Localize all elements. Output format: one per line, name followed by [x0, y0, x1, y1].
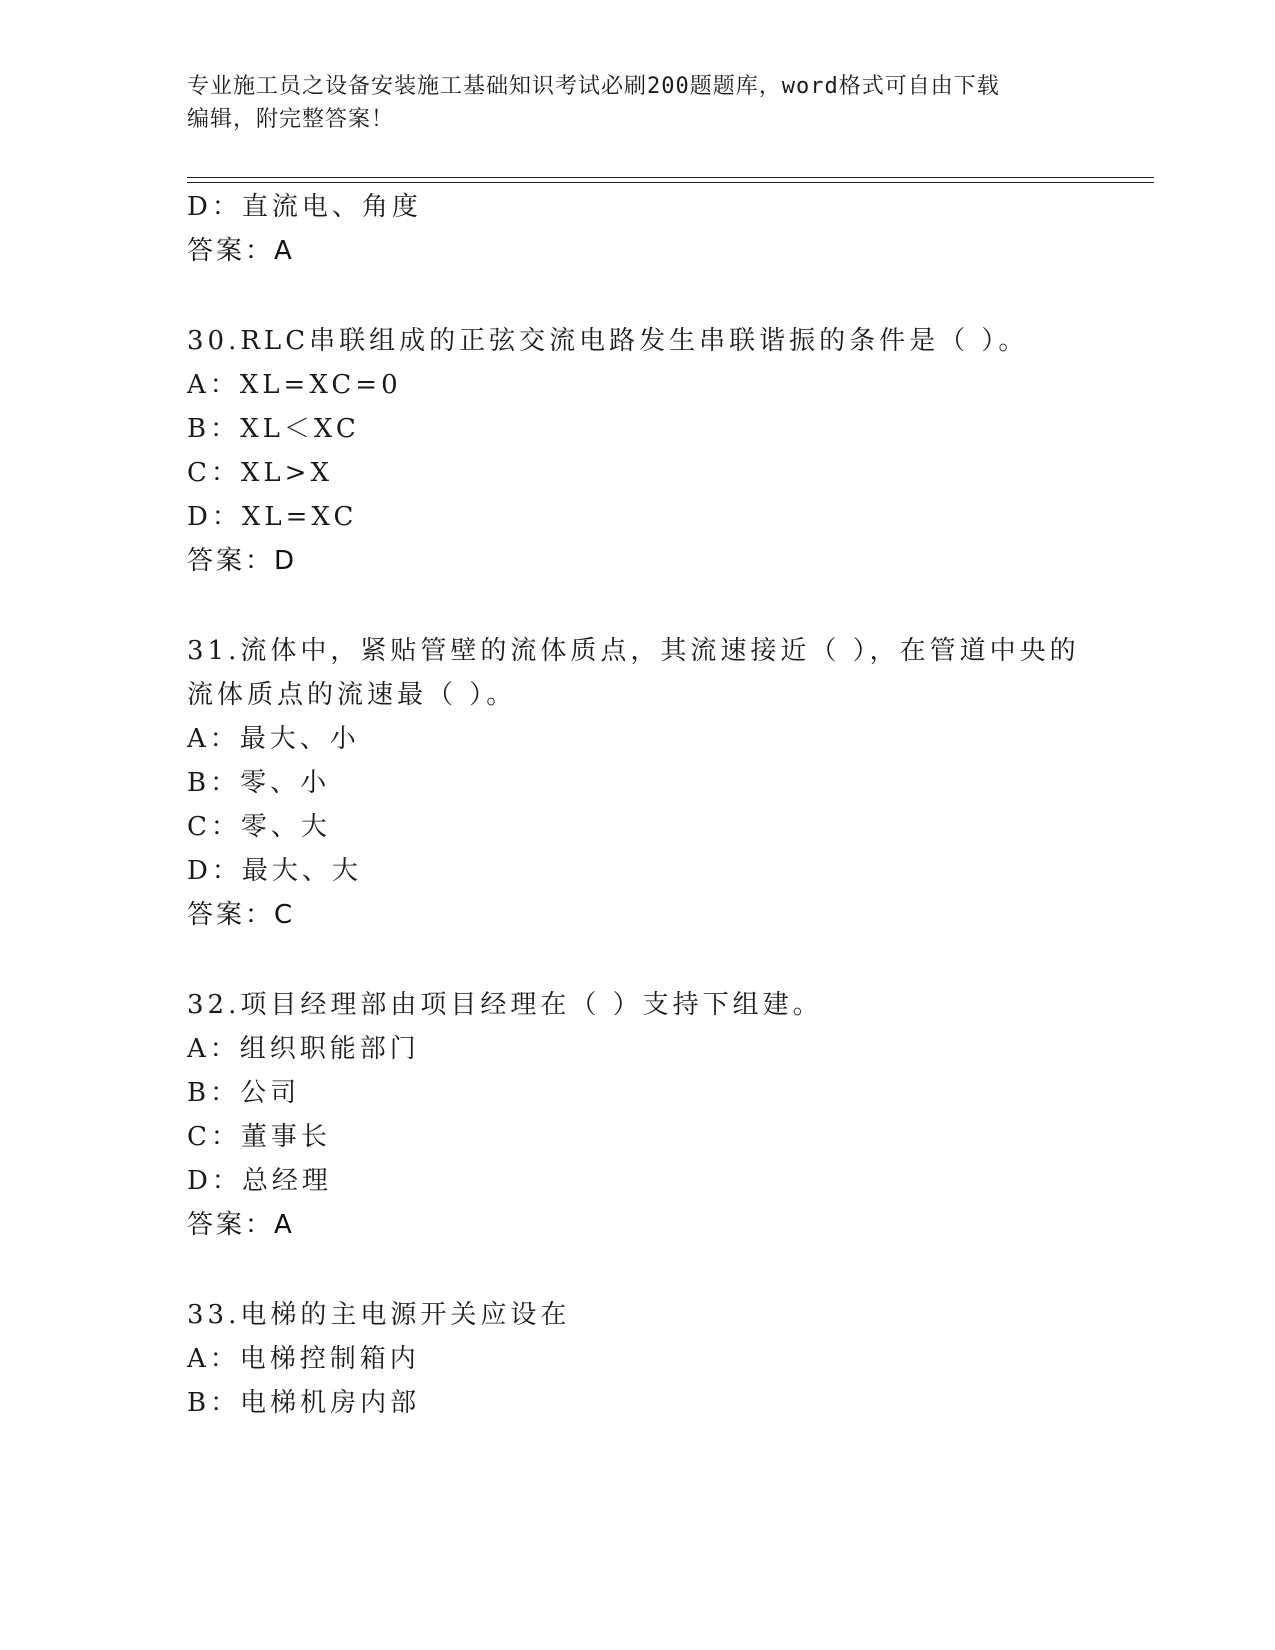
q30-option-d: D：XL=XC: [187, 502, 358, 532]
q32-option-b: B：公司: [187, 1078, 301, 1108]
q30-option-a: A：XL=XC=0: [187, 370, 402, 400]
q31-option-b: B：零、小: [187, 768, 331, 798]
q32-option-d: D：总经理: [187, 1166, 332, 1196]
q30-option-b: B：XL＜XC: [187, 414, 360, 444]
q33-option-b: B：电梯机房内部: [187, 1388, 421, 1418]
q32-option-c: C：董事长: [187, 1122, 331, 1152]
header-line-2: 编辑，附完整答案！: [187, 107, 395, 132]
document-header: [187, 70, 1077, 136]
q32-option-a: A：组织职能部门: [187, 1034, 420, 1064]
q30-stem: 30.RLC串联组成的正弦交流电路发生串联谐振的条件是（ ）。: [187, 326, 1029, 356]
header-divider-top: [187, 177, 1154, 178]
header-divider-bottom: [187, 182, 1154, 183]
q31-option-a: A：最大、小: [187, 724, 360, 754]
header-line-1: 专业施工员之设备安装施工基础知识考试必刷200题题库，word格式可自由下载: [187, 74, 1000, 99]
q29-answer: 答案：A: [187, 236, 295, 266]
q31-stem-line-2: 流体质点的流速最（ ）。: [187, 680, 517, 710]
q31-answer: 答案：C: [187, 900, 296, 930]
q31-option-c: C：零、大: [187, 812, 331, 842]
q32-answer: 答案：A: [187, 1210, 295, 1240]
q31-option-d: D：最大、大: [187, 856, 362, 886]
q30-answer: 答案：D: [187, 546, 298, 576]
q33-option-a: A：电梯控制箱内: [187, 1344, 420, 1374]
q29-option-d: D：直流电、角度: [187, 192, 422, 222]
q33-stem: 33.电梯的主电源开关应设在: [187, 1300, 571, 1330]
q30-option-c: C：XL>X: [187, 458, 333, 488]
q31-stem-line-1: 31.流体中，紧贴管壁的流体质点，其流速接近（ ），在管道中央的: [187, 636, 1080, 666]
q32-stem: 32.项目经理部由项目经理在（ ）支持下组建。: [187, 990, 823, 1020]
